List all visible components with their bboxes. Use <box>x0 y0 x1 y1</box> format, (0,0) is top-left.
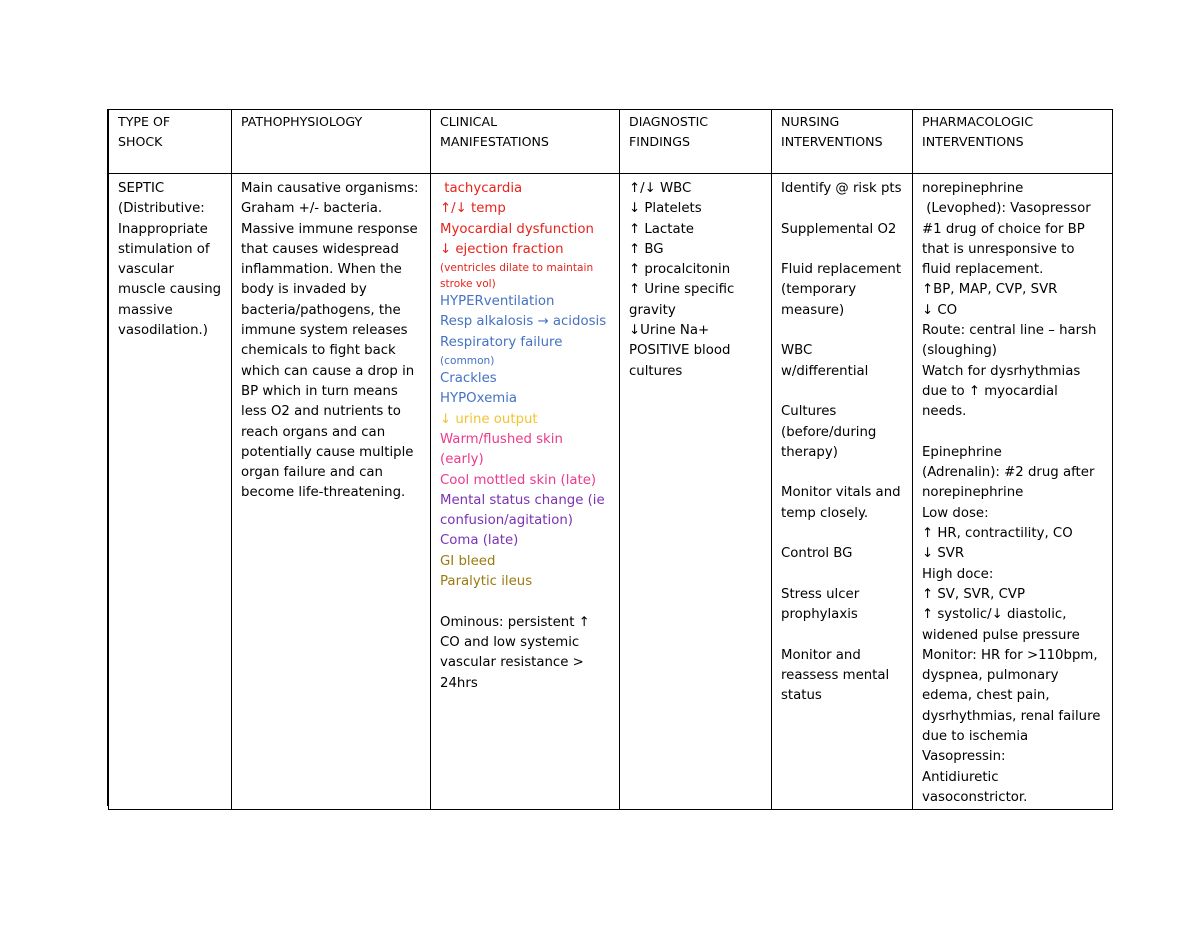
blank-line <box>781 626 907 646</box>
cell-pharmacologic-interventions <box>913 174 1113 810</box>
cell-line: massive <box>118 302 173 318</box>
cell-line: body is invaded by <box>241 282 367 298</box>
manifestation-line: ↓ urine output <box>440 411 538 427</box>
cell-line: WBC <box>781 343 813 359</box>
blank-line <box>781 524 907 544</box>
cell-line: reach organs and can <box>241 424 386 440</box>
blank-line <box>781 382 907 402</box>
cell-line: Stress ulcer <box>781 586 860 602</box>
blank-line <box>922 423 1107 443</box>
manifestation-line: Warm/flushed skin <box>440 431 563 447</box>
cell-line: needs. <box>922 404 967 420</box>
manifestation-line: HYPERventilation <box>440 294 555 310</box>
manifestation-line: ↓ ejection fraction <box>440 241 564 257</box>
cell-line: become life-threatening. <box>241 485 406 501</box>
cell-line: #1 drug of choice for BP <box>922 221 1085 237</box>
manifestation-line: (early) <box>440 452 484 468</box>
manifestation-line: HYPOxemia <box>440 391 518 407</box>
cell-line: ↓Urine Na+ <box>629 323 710 339</box>
cell-line: ↓ SVR <box>922 546 965 562</box>
cell-line: Monitor vitals and <box>781 485 901 501</box>
cell-pathophysiology <box>232 174 431 810</box>
manifestation-line: Ominous: persistent ↑ <box>440 614 590 630</box>
cell-line: due to ischemia <box>922 729 1029 745</box>
cell-line: Supplemental O2 <box>781 221 897 237</box>
manifestation-line: Mental status change (ie <box>440 492 605 508</box>
cell-line: POSITIVE blood <box>629 343 731 359</box>
cell-line: dysrhythmias, renal failure <box>922 708 1101 724</box>
cell-line: ↑ BG <box>629 241 664 257</box>
table-header-row <box>109 110 1113 174</box>
cell-line: that causes widespread <box>241 241 399 257</box>
cell-line: inflammation. When the <box>241 262 402 278</box>
blank-line <box>781 321 907 341</box>
cell-line: Epinephrine <box>922 444 1002 460</box>
cell-line: ↑BP, MAP, CVP, SVR <box>922 282 1058 298</box>
cell-line: organ failure and can <box>241 465 383 481</box>
cell-line: PHARMACOLOGIC <box>922 114 1034 129</box>
manifestation-line: ↑/↓ temp <box>440 201 506 217</box>
cell-line: Antidiuretic <box>922 769 999 785</box>
cell-line: Watch for dysrhythmias <box>922 363 1081 379</box>
manifestation-line: GI bleed <box>440 553 496 569</box>
cell-line: Cultures <box>781 404 837 420</box>
cell-line: ↑ SV, SVR, CVP <box>922 586 1025 602</box>
cell-line: Vasopressin: <box>922 749 1006 765</box>
cell-line: measure) <box>781 302 845 318</box>
cell-line: bacteria/pathogens, the <box>241 302 401 318</box>
header-clinical-manifestations <box>431 110 620 174</box>
cell-line: (Levophed): Vasopressor <box>922 201 1091 217</box>
manifestation-line: Respiratory failure <box>440 334 563 350</box>
cell-line: CLINICAL <box>440 114 498 129</box>
cell-line: norepinephrine <box>922 181 1024 196</box>
cell-line: cultures <box>629 363 683 379</box>
cell-line: SHOCK <box>118 134 163 150</box>
cell-line: norepinephrine <box>922 485 1024 501</box>
cell-line: Monitor: HR for >110bpm, <box>922 647 1098 663</box>
cell-line: ↑ Urine specific <box>629 282 735 298</box>
cell-line: status <box>781 688 822 704</box>
cell-line: that is unresponsive to <box>922 241 1075 257</box>
cell-line: Main causative organisms: <box>241 181 419 196</box>
cell-type-of-shock <box>109 174 232 810</box>
cell-line: w/differential <box>781 363 869 379</box>
manifestation-line: Paralytic ileus <box>440 574 533 590</box>
cell-line: (Adrenalin): #2 drug after <box>922 465 1095 481</box>
cell-line: NURSING <box>781 114 840 129</box>
manifestation-line: CO and low systemic <box>440 634 580 650</box>
header-pathophysiology <box>232 110 431 174</box>
manifestation-line: tachycardia <box>440 181 523 196</box>
cell-line: FINDINGS <box>629 134 690 150</box>
cell-line: High doce: <box>922 566 994 582</box>
header-type-of-shock <box>109 110 232 174</box>
cell-line: potentially cause multiple <box>241 444 414 460</box>
cell-line: vasoconstrictor. <box>922 789 1028 805</box>
cell-line: PATHOPHYSIOLOGY <box>241 114 363 129</box>
manifestation-line: Crackles <box>440 371 497 387</box>
cell-line: muscle causing <box>118 282 222 298</box>
cell-line: gravity <box>629 302 676 318</box>
cell-line: stimulation of <box>118 241 210 257</box>
shock-table <box>108 109 1113 810</box>
cell-line: dyspnea, pulmonary <box>922 668 1059 684</box>
cell-line: ↑ systolic/↓ diastolic, <box>922 607 1067 623</box>
cell-line: (before/during <box>781 424 877 440</box>
cell-line: due to ↑ myocardial <box>922 383 1058 399</box>
manifestation-line: (ventricles dilate to maintain <box>440 262 594 275</box>
cell-line: prophylaxis <box>781 607 858 623</box>
cell-line: temp closely. <box>781 505 869 521</box>
cell-line: fluid replacement. <box>922 262 1044 278</box>
blank-line <box>781 199 907 219</box>
cell-nursing-interventions <box>772 174 913 810</box>
blank-line <box>781 240 907 260</box>
cell-line: chemicals to fight back <box>241 343 396 359</box>
manifestation-line: 24hrs <box>440 675 478 691</box>
manifestation-line: stroke vol) <box>440 278 496 291</box>
manifestation-line: confusion/agitation) <box>440 513 573 529</box>
cell-line: Route: central line – harsh <box>922 323 1097 339</box>
cell-line: ↑ HR, contractility, CO <box>922 526 1073 542</box>
cell-diagnostic-findings <box>620 174 772 810</box>
cell-line: ↑ Lactate <box>629 221 694 237</box>
cell-line: immune system releases <box>241 323 408 339</box>
cell-line: vasodilation.) <box>118 323 208 339</box>
cell-line: Graham +/- bacteria. <box>241 201 383 217</box>
blank-line <box>440 592 614 612</box>
cell-line: (sloughing) <box>922 343 997 359</box>
cell-line: Low dose: <box>922 505 989 521</box>
cell-line: INTERVENTIONS <box>922 134 1024 150</box>
cell-line: less O2 and nutrients to <box>241 404 401 420</box>
blank-line <box>781 463 907 483</box>
cell-line: BP which in turn means <box>241 383 398 399</box>
cell-line: Massive immune response <box>241 221 418 237</box>
header-diagnostic-findings <box>620 110 772 174</box>
cell-line: MANIFESTATIONS <box>440 134 549 150</box>
cell-line: Fluid replacement <box>781 262 902 278</box>
table-row-septic <box>109 174 1113 810</box>
blank-line <box>781 565 907 585</box>
cell-line: vascular <box>118 262 174 278</box>
header-nursing-interventions <box>772 110 913 174</box>
cell-line: reassess mental <box>781 668 890 684</box>
cell-line: ↑/↓ WBC <box>629 181 692 196</box>
cell-line: edema, chest pain, <box>922 688 1050 704</box>
manifestation-line: Coma (late) <box>440 533 519 549</box>
manifestation-line: Myocardial dysfunction <box>440 221 594 237</box>
manifestation-line: Resp alkalosis → acidosis <box>440 314 607 330</box>
cell-line: INTERVENTIONS <box>781 134 883 150</box>
header-pharmacologic-interventions <box>913 110 1113 174</box>
cell-line: SEPTIC <box>118 181 165 196</box>
cell-line: TYPE OF <box>118 114 171 129</box>
cell-line: (temporary <box>781 282 857 298</box>
manifestation-line: (common) <box>440 355 495 368</box>
cell-line: widened pulse pressure <box>922 627 1080 643</box>
cell-clinical-manifestations <box>431 174 620 810</box>
cell-line: Inappropriate <box>118 221 208 237</box>
cell-line: ↓ CO <box>922 302 958 318</box>
cell-line: ↑ procalcitonin <box>629 262 731 278</box>
manifestation-line: Cool mottled skin (late) <box>440 472 597 488</box>
cell-line: ↓ Platelets <box>629 201 702 217</box>
cell-line: therapy) <box>781 444 838 460</box>
cell-line: (Distributive: <box>118 201 205 217</box>
cell-line: Identify @ risk pts <box>781 181 902 196</box>
cell-line: Monitor and <box>781 647 861 663</box>
cell-line: Control BG <box>781 546 853 562</box>
cell-line: DIAGNOSTIC <box>629 114 709 129</box>
manifestation-line: vascular resistance > <box>440 655 584 671</box>
cell-line: which can cause a drop in <box>241 363 415 379</box>
